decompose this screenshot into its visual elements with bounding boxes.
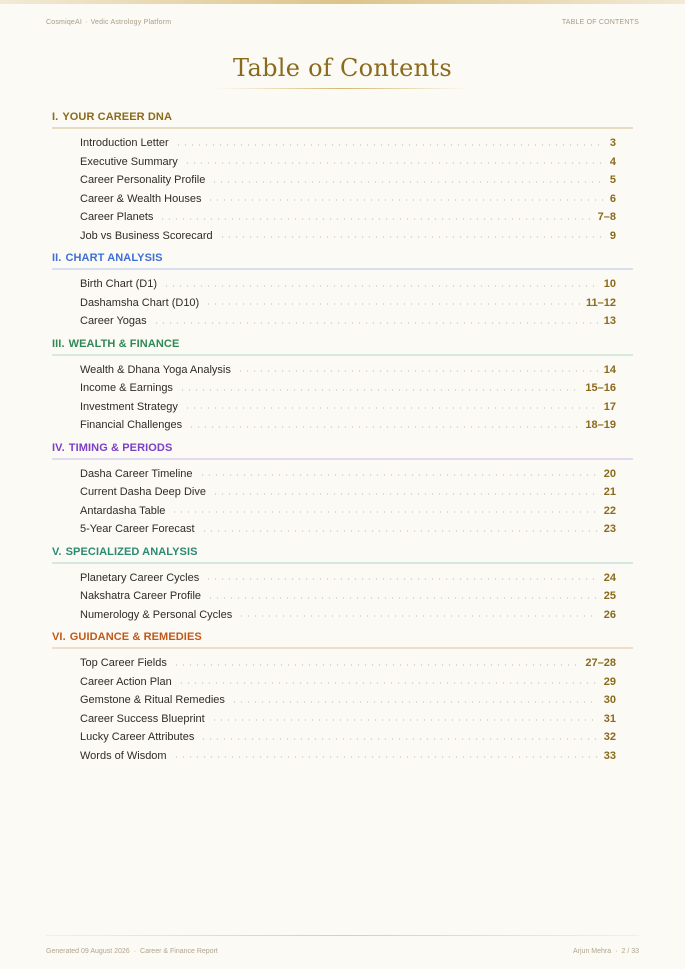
header-section-label: TABLE OF CONTENTS [561,18,639,26]
entry-page-number: 22 [603,504,616,517]
entry-label: Gemstone & Ritual Remedies [80,694,225,707]
entry-label: Career Success Blueprint [80,712,205,725]
toc-entry[interactable] [52,227,633,246]
dot-leader [184,407,598,409]
entry-page-number: 24 [603,571,616,584]
toc-entry[interactable] [52,606,633,625]
toc-entry[interactable] [52,673,633,692]
toc-entry[interactable] [52,569,633,588]
entry-label: Income & Earnings [80,382,173,395]
footer-left [46,948,218,955]
entry-label: Executive Summary [80,155,178,168]
entry-label: Career Action Plan [80,675,172,688]
entry-label: Nakshatra Career Profile [80,590,202,603]
dot-leader [184,162,604,164]
entry-label: Dasha Career Timeline [80,467,193,480]
report-name: Career & Finance Report [140,947,218,955]
entry-label: Birth Chart (D1) [80,278,158,291]
dot-leader [201,530,598,532]
page-number: 2 / 33 [621,947,639,955]
entry-label: Introduction Letter [80,137,169,150]
entry-label: Investment Strategy [80,400,178,413]
toc-entry[interactable] [52,520,633,539]
entry-page-number: 32 [603,731,616,744]
platform-name: Vedic Astrology Platform [90,18,172,26]
entry-page-number: 4 [609,155,616,168]
toc-entry[interactable] [52,134,633,153]
brand-name: CosmiqeAI [46,18,83,26]
separator-dot: · [615,947,618,955]
toc-section [52,338,633,435]
dot-leader [219,236,604,238]
entry-page-number: 6 [609,192,616,205]
footer-divider [46,935,639,936]
section-title: YOUR CAREER DNA [62,111,172,123]
entry-label: Wealth & Dhana Yoga Analysis [80,363,231,376]
dot-leader [199,474,598,476]
section-title: SPECIALIZED ANALYSIS [65,545,198,558]
entry-label: Career & Wealth Houses [80,192,202,205]
entry-page-number: 9 [609,229,616,242]
section-numeral: IV. [52,441,65,454]
section-numeral: VI. [52,631,66,643]
generated-date: Generated 09 August 2026 [46,947,130,955]
toc-entry[interactable] [52,208,633,227]
toc-entry[interactable] [52,483,633,502]
entry-label: Career Personality Profile [80,174,206,187]
toc-section [52,546,633,625]
entry-page-number: 5 [609,174,616,187]
dot-leader [173,664,580,666]
dot-leader [173,756,598,758]
toc-entry[interactable] [52,190,633,209]
section-numeral: V. [52,545,62,558]
toc-entry[interactable] [52,153,633,172]
header-brand-line [46,19,171,26]
dot-leader [205,303,580,305]
entry-label: Planetary Career Cycles [80,571,200,584]
entry-page-number: 25 [603,590,616,603]
entry-page-number: 31 [603,712,616,725]
section-title: WEALTH & FINANCE [68,337,180,350]
toc-section [52,442,633,539]
toc-entry[interactable] [52,465,633,484]
entry-label: Job vs Business Scorecard [80,229,213,242]
toc-entry[interactable] [52,710,633,729]
section-heading [52,442,633,460]
entry-page-number: 13 [603,315,616,328]
section-title: GUIDANCE & REMEDIES [69,631,202,643]
entry-label: Career Yogas [80,315,147,328]
entry-page-number: 21 [603,486,616,499]
toc-entry[interactable] [52,171,633,190]
toc-entry[interactable] [52,728,633,747]
entry-page-number: 18–19 [585,419,616,432]
table-of-contents [52,111,633,772]
dot-leader [237,370,598,372]
page-header [46,16,639,28]
dot-leader [205,578,598,580]
entry-page-number: 10 [603,278,616,291]
entry-label: Financial Challenges [80,419,183,432]
dot-leader [188,426,579,428]
dot-leader [207,597,598,599]
page-footer [46,945,639,957]
entry-label: Top Career Fields [80,657,167,670]
entry-page-number: 3 [609,137,616,150]
entry-page-number: 29 [603,675,616,688]
page-title: Table of Contents [233,54,452,82]
entry-label: 5-Year Career Forecast [80,523,195,536]
entry-page-number: 30 [603,694,616,707]
section-heading [52,252,633,270]
entry-page-number: 27–28 [585,657,616,670]
toc-entry[interactable] [52,416,633,435]
toc-entry[interactable] [52,587,633,606]
entry-label: Current Dasha Deep Dive [80,486,206,499]
section-heading [52,631,633,649]
dot-leader [211,719,598,721]
title-underline [216,88,469,89]
separator-dot: · [85,18,88,26]
toc-entry[interactable] [52,502,633,521]
section-numeral: I. [52,111,59,123]
section-heading [52,546,633,564]
entry-page-number: 11–12 [586,296,616,309]
dot-leader [163,285,598,287]
toc-entry[interactable] [52,398,633,417]
toc-entry[interactable] [52,312,633,331]
entry-label: Lucky Career Attributes [80,731,195,744]
toc-entry[interactable] [52,379,633,398]
entry-page-number: 7–8 [597,211,616,224]
toc-section [52,111,633,245]
dot-leader [231,701,598,703]
section-heading [52,338,633,356]
section-title: CHART ANALYSIS [65,252,163,264]
dot-leader [171,511,597,513]
entry-page-number: 17 [603,400,616,413]
entry-label: Antardasha Table [80,504,166,517]
entry-label: Numerology & Personal Cycles [80,608,233,621]
toc-entry[interactable] [52,361,633,380]
entry-page-number: 33 [603,749,616,762]
dot-leader [212,493,598,495]
dot-leader [159,218,591,220]
separator-dot: · [133,947,137,955]
entry-label: Career Planets [80,211,154,224]
dot-leader [211,181,604,183]
toc-section [52,252,633,331]
client-name: Arjun Mehra [573,947,612,955]
section-numeral: III. [52,337,65,350]
dot-leader [153,322,598,324]
toc-entry[interactable] [52,747,633,766]
section-heading [52,111,633,129]
toc-entry[interactable] [52,294,633,313]
dot-leader [179,389,579,391]
dot-leader [238,615,598,617]
toc-entry[interactable] [52,275,633,294]
entry-page-number: 23 [603,523,616,536]
entry-page-number: 26 [603,608,616,621]
dot-leader [207,199,603,201]
entry-label: Words of Wisdom [80,749,167,762]
section-title: TIMING & PERIODS [68,441,173,454]
footer-right [573,948,639,955]
section-numeral: II. [52,252,62,264]
entry-page-number: 20 [603,467,616,480]
dot-leader [175,144,604,146]
entry-label: Dashamsha Chart (D10) [80,296,200,309]
top-accent-bar [0,0,685,4]
dot-leader [200,738,597,740]
toc-entry[interactable] [52,654,633,673]
dot-leader [178,682,598,684]
entry-page-number: 15–16 [585,382,616,395]
entry-page-number: 14 [603,363,616,376]
toc-section [52,631,633,765]
toc-entry[interactable] [52,691,633,710]
